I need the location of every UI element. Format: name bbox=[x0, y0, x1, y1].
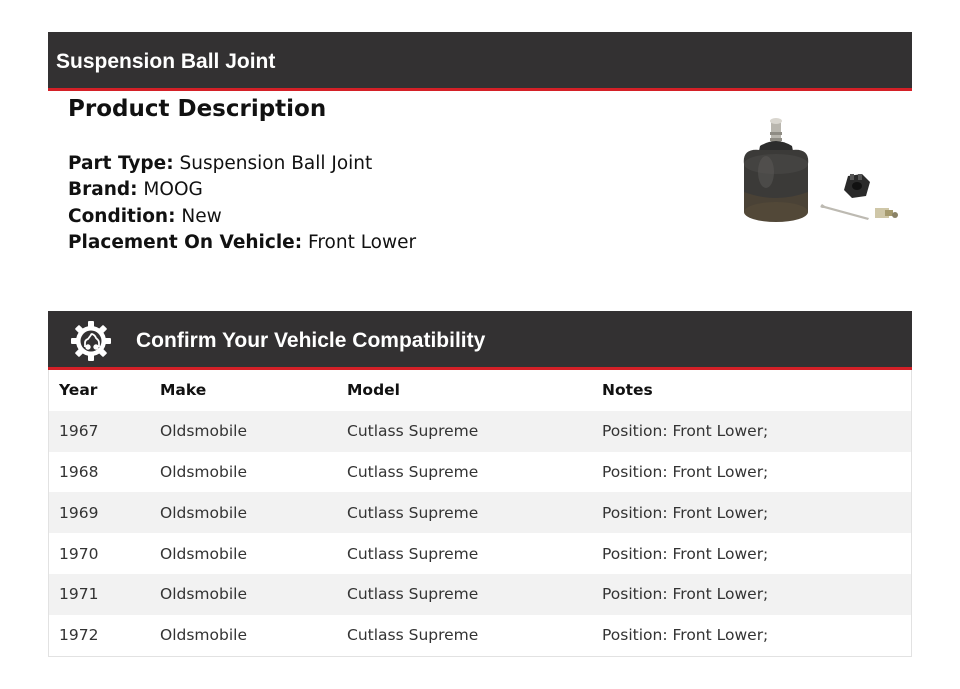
spec-list bbox=[68, 151, 416, 257]
spec-label: Part Type: bbox=[68, 153, 174, 174]
column-header-notes: Notes bbox=[602, 381, 653, 400]
table-row bbox=[49, 492, 911, 533]
cell-model: Cutlass Supreme bbox=[347, 544, 479, 563]
cell-model: Cutlass Supreme bbox=[347, 422, 479, 441]
table-row bbox=[49, 452, 911, 493]
column-header-year: Year bbox=[59, 381, 98, 400]
table-row bbox=[49, 533, 911, 574]
spec-brand bbox=[68, 177, 416, 203]
cell-notes: Position: Front Lower; bbox=[602, 544, 769, 563]
product-title-bar bbox=[48, 32, 912, 91]
compatibility-bar bbox=[48, 311, 912, 370]
cell-notes: Position: Front Lower; bbox=[602, 503, 769, 522]
table-row bbox=[49, 574, 911, 615]
cell-notes: Position: Front Lower; bbox=[602, 462, 769, 481]
spec-value: Suspension Ball Joint bbox=[179, 153, 373, 174]
spec-condition bbox=[68, 204, 416, 230]
cell-year: 1968 bbox=[59, 462, 99, 481]
spec-label: Placement On Vehicle: bbox=[68, 232, 303, 254]
cell-year: 1969 bbox=[59, 503, 99, 522]
spec-part-type bbox=[68, 151, 416, 177]
spec-label: Brand: bbox=[68, 179, 138, 201]
cell-model: Cutlass Supreme bbox=[347, 585, 479, 604]
table-row bbox=[49, 411, 911, 452]
cell-make: Oldsmobile bbox=[160, 462, 247, 481]
column-header-model: Model bbox=[347, 381, 400, 400]
cell-year: 1971 bbox=[59, 585, 99, 604]
spec-placement bbox=[68, 230, 416, 256]
cell-model: Cutlass Supreme bbox=[347, 503, 479, 522]
table-header-row bbox=[49, 370, 911, 411]
gear-car-icon bbox=[70, 320, 112, 362]
spec-value: Front Lower bbox=[308, 232, 417, 254]
compatibility-title: Confirm Your Vehicle Compatibility bbox=[136, 329, 486, 352]
spec-label: Condition: bbox=[68, 205, 176, 227]
cell-make: Oldsmobile bbox=[160, 503, 247, 522]
spec-value: New bbox=[181, 205, 222, 227]
cell-notes: Position: Front Lower; bbox=[602, 585, 769, 604]
cell-notes: Position: Front Lower; bbox=[602, 626, 769, 645]
column-header-make: Make bbox=[160, 381, 207, 400]
compatibility-table bbox=[48, 370, 912, 657]
cell-year: 1967 bbox=[59, 422, 99, 441]
product-title: Suspension Ball Joint bbox=[56, 50, 276, 73]
ball-joint-product-image bbox=[730, 112, 910, 242]
cell-notes: Position: Front Lower; bbox=[602, 422, 769, 441]
cell-make: Oldsmobile bbox=[160, 585, 247, 604]
cell-year: 1970 bbox=[59, 544, 99, 563]
table-row bbox=[49, 615, 911, 656]
spec-value: MOOG bbox=[143, 179, 203, 201]
cell-year: 1972 bbox=[59, 626, 99, 645]
cell-make: Oldsmobile bbox=[160, 626, 247, 645]
description-heading: Product Description bbox=[68, 96, 327, 122]
cell-model: Cutlass Supreme bbox=[347, 626, 479, 645]
cell-make: Oldsmobile bbox=[160, 422, 247, 441]
cell-model: Cutlass Supreme bbox=[347, 462, 479, 481]
cell-make: Oldsmobile bbox=[160, 544, 247, 563]
